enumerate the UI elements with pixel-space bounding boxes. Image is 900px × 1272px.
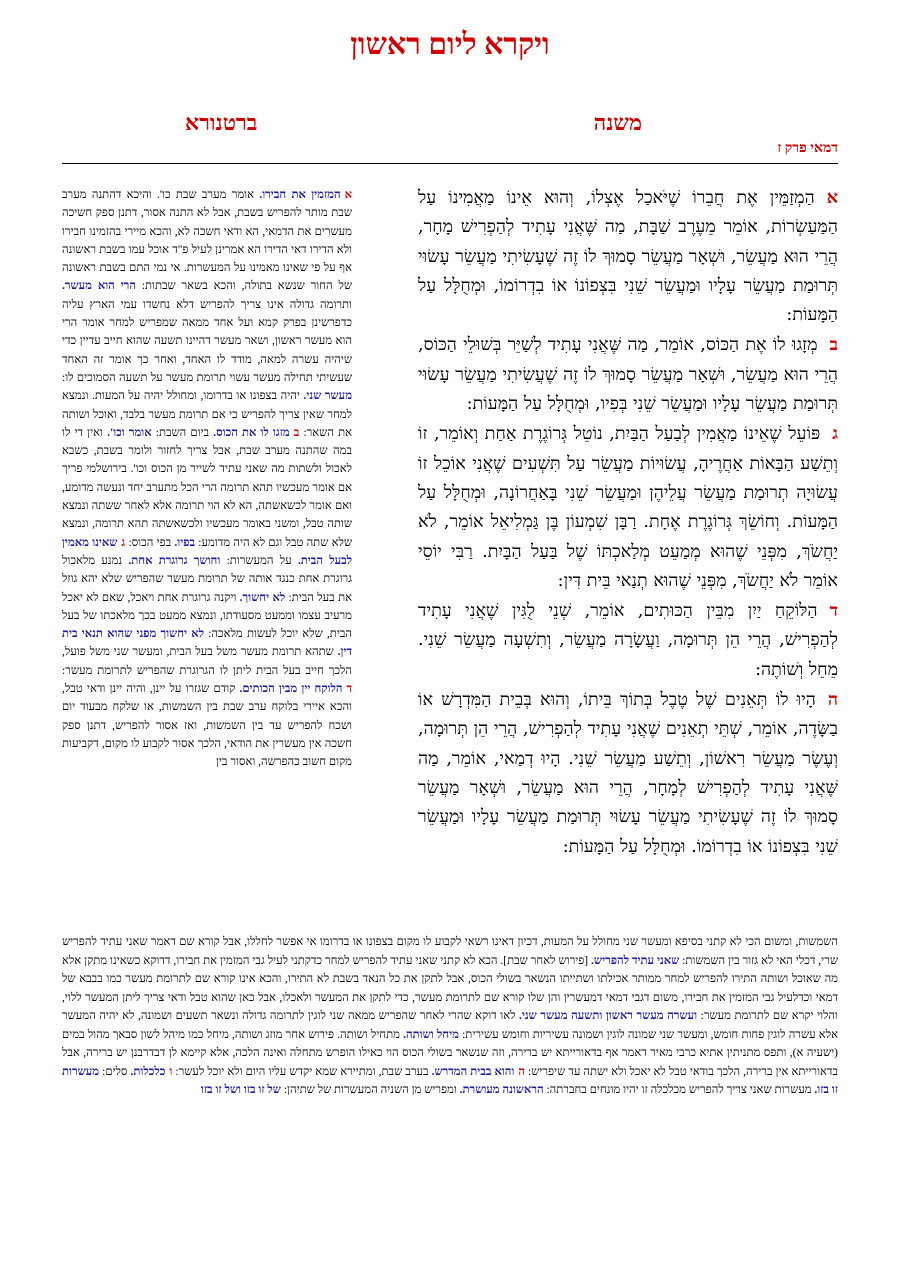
commentary-text: ויקנה גרוגרת אחת ויאכל, שאם לא יאכל מרעיב עצמו וממעט מסעודתו, ונמצא ממעט בכך מלאכתו של בעל הבית, שלא יוכל לעשות מלאכה: xyxy=(62,591,352,641)
dibur-hamatchil: מיחל ושותה. xyxy=(403,1028,459,1041)
dibur-hamatchil: של זו בזו ושל זו בזו xyxy=(200,1084,281,1096)
dibur-hamatchil: המזמין את חבירו. xyxy=(259,189,341,201)
mishna-paragraph xyxy=(418,419,838,596)
commentary-letter: ה xyxy=(518,1065,525,1078)
commentary-text: בערב שבת, ומתיירא שמא יקדש עליו היום ולא יוכל לעשר: xyxy=(172,1065,432,1078)
commentary-text: ביום השבת: xyxy=(151,426,214,439)
dibur-hamatchil: שאני עתיד להפריש. xyxy=(591,954,680,967)
mishna-text: הַמְזַמֵּין אֶת חֲבֵרוֹ שֶׁיֹּאכַל אֶצְלוֹ, וְהוּא אֵינוֹ מַאֲמִינוֹ עַל הַמַּעַשְׂרוֹת, אוֹמֵר מֵעֶרֶב שַׁבָּת, מַה שֶּׁאֲנִי עָתִיד לְהַפְרִישׁ מָחָר, הֲרֵי הוּא מַעֲשֵׂר, וּשְׁאָר מַעֲשֵׂר סָמוּךְ לוֹ זֶה שֶׁעָשִׂיתִי מַעֲשֵׂר עָשׂוּי תְּרוּמַת מַעֲשֵׂר עָלָיו וּמַעֲשֵׂר שֵׁנִי בִּצְפוֹנוֹ אוֹ בִדְרוֹמוֹ, וּמְחֻלָּל עַל הַמָּעוֹת: xyxy=(418,188,838,326)
commentary-segment xyxy=(172,1066,525,1078)
commentary-segment xyxy=(62,683,352,768)
bartenura-header: ברטנורא xyxy=(185,110,258,135)
mishna-text: פּוֹעֵל שֶׁאֵינוֹ מַאֲמִין לְבַעַל הַבַּיִת, נוֹטֵל גְּרוֹגֶרֶת אַחַת וְאוֹמֵר, זוֹ וְתֵשַׁע הַבָּאוֹת אַחֲרֶיהָ, עֲשׂוּיוֹת מַעֲשֵׂר עַל תִּשְׁעִים שֶׁאֲנִי אוֹכֵל זוֹ עֲשׂוּיָה תְרוּמַת מַעֲשֵׂר עֲלֵיהֶן וּמַעֲשֵׂר שֵׁנִי בָּאַחֲרוֹנָה, וּמְחֻלָּל עַל הַמָּעוֹת. וְחוֹשֵׂךְ גְּרוֹגֶרֶת אֶחָת. רַבָּן שִׁמְעוֹן בֶּן גַּמְלִיאֵל אוֹמֵר, לֹא יַחֲשֹׂךְ, מִפְּנֵי שֶׁהוּא מְמַעֵט מְלַאכְתּוֹ שֶׁל בַּעַל הַבָּיִת. רַבִּי יוֹסֵי אוֹמֵר לֹא יַחֲשֹׂךְ, מִפְּנֵי שֶׁהוּא תְנַאי בֵּית דִּין: xyxy=(418,424,838,591)
commentary-letter: ד xyxy=(346,683,352,696)
commentary-text: נמנע מלאכול גרוגרת אחת כנגד אותה של תרומת מעשר שהפריש שלא יהא גוזל את בעל הבית: xyxy=(62,554,352,604)
commentary-letter: ג xyxy=(121,536,126,549)
commentary-segment xyxy=(62,280,352,383)
commentary-letter: ו xyxy=(169,1065,173,1078)
mishna-letter: א xyxy=(826,187,838,208)
commentary-letter: ב xyxy=(293,426,300,439)
commentary-text: ואין די לו במה שהתנה מערב שבת, אבל צריך לחזור ולומר בשבת, כשבא לאכול ולשתות מה שאני עתיד לשייר מן הכוס וכו'. בירושלמי פריך אם אומר מעכשיו תהא תרומה הרי הכל מתערב יחד ונעשה מדומע, ואם אומר לכשאשתה, הא לא הוי תרומה אלא לאחר ששתה ונמצא שותה טבל, ומשני באומר מעכשיו ולכשאשתה תהא תרומה, ונמצא שלא שתה טבל וגם לא היה מדומע: xyxy=(62,426,352,549)
mishna-text: מְזָגוּ לוֹ אֶת הַכּוֹס, אוֹמֵר, מַה שֶּׁאֲנִי עָתִיד לְשַׁיֵּר בְּשׁוּלֵי הַכּוֹס, הֲרֵי הוּא מַעֲשֵׂר, וּשְׁאָר מַעֲשֵׂר סָמוּךְ לוֹ זֶה שֶׁעֲשִׂיתִי מַעֲשֵׂר עָשׂוּי תְּרוּמַת מַעֲשֵׂר עָלָיו וּמַעֲשֵׂר שֵׁנִי בְּפִיו, וּמְחֻלָּל עַל הַמָּעוֹת: xyxy=(418,335,838,415)
mishna-paragraph xyxy=(418,596,838,685)
dibur-hamatchil: לא יחשוך. xyxy=(239,591,286,604)
commentary-text: יהיה בצפונו או בדרומו, ומחולל יהיה על המעות. ונמצא למחר שאין צריך להפריש כי אם תרומת מעשר בלבד, ואוכל ושותה את השאר: xyxy=(62,390,352,439)
mishna-paragraph xyxy=(418,183,838,330)
chapter-label: דמאי פרק ז xyxy=(777,141,838,156)
commentary-text: סלים: xyxy=(99,1065,131,1078)
mishna-letter: ג xyxy=(832,423,838,445)
commentary-segment xyxy=(201,1084,281,1096)
commentary-text: מעשרות שאני צריך להפריש מכלכלה זו יהיו מונחים בחברתה: xyxy=(543,1084,815,1096)
dibur-hamatchil: הרי הוא מעשר. xyxy=(62,280,136,293)
bartenura-side-column xyxy=(62,186,352,772)
dibur-hamatchil: והוא בבית המדרש. xyxy=(431,1065,515,1078)
commentary-text: שתהא תרומת מעשר משל בעל הבית, ומעשר שני משל פועל, הלכך חייב בעל הבית ליתן לו הגרוגרת שהפריש לתרומת מעשר: xyxy=(62,646,352,677)
commentary-text: לאו דוקא שהרי לאחר שהפריש ממאה שני לוגין לתרומה גדולה ונשאר תשעים ושמונה, לא יהיה המעשר אלא עשרה לוגין פחות חומש, ומעשר שני שמונה לוגין ושמונה עשיריות וחומש עשירית: xyxy=(62,1010,838,1041)
commentary-segment xyxy=(281,1084,544,1096)
commentary-text: בפי הכוס: xyxy=(125,536,175,549)
page-title: ויקרא ליום ראשון xyxy=(350,28,550,61)
dibur-hamatchil: בפיו. xyxy=(174,536,196,549)
mishna-text: הָיוּ לוֹ תְּאֵנִים שֶׁל טֶבֶל בְּתוֹךְ בֵּיתוֹ, וְהוּא בְּבֵית הַמִּדְרָשׁ אוֹ בַשָּׂדֶה, אוֹמֵר, שְׁתֵּי תְאֵנִים שֶׁאֲנִי עָתִיד לְהַפְרִישׁ, הֲרֵי הֵן תְּרוּמָה, וְעֶשֶׂר מַעֲשֵׂר רִאשׁוֹן, וְתֵשַׁע מַעֲשֵׂר שֵׁנִי. הָיוּ דְמַאי, אוֹמֵר, מַה שֶּׁאֲנִי עָתִיד לְהַפְרִישׁ לְמָחָר, הֲרֵי הוּא מַעֲשֵׂר, וּשְׁאָר מַעֲשֵׂר סָמוּךְ לוֹ זֶה שֶׁעָשִׂיתִי מַעֲשֵׂר עָשׂוּי תְּרוּמַת מַעֲשֵׂר עָלָיו וּמַעֲשֵׂר שֵׁנִי בִּצְפוֹנוֹ אוֹ בִדְרוֹמוֹ. וּמְחֻלָּל עַל הַמָּעוֹת: xyxy=(418,690,838,857)
dibur-hamatchil: מזגו לו את הכוס. xyxy=(213,426,290,439)
commentary-text: קודם שגזרו על יינן, והיה יינן ודאי טבל, והכא איירי בלוקח ערב שבת בין השמשות, או שלקח מבעוד יום ושכח להפריש עד בין השמשות, ואז אסור להפריש, דתנן ספק חשכה אין מעשרין את הודאי, הלכך אסור לקבוע לו מקום, דקביעות מקום חשוב כהפרשה, ואסור בין xyxy=(62,683,352,769)
dibur-hamatchil: וחושך גרוגרת אחת. xyxy=(128,554,221,567)
dibur-hamatchil: הלוקח יין מבין הכותים. xyxy=(239,683,343,696)
dibur-hamatchil: אומר וכו'. xyxy=(107,426,152,439)
dibur-hamatchil: לא יחשוך מפני שהוא תנאי בית דין. xyxy=(62,628,352,659)
dibur-hamatchil: ועשרה מעשר ראשון ותשעה מעשר שני. xyxy=(519,1010,698,1022)
mishna-letter: ב xyxy=(829,334,838,356)
dibur-hamatchil: הראשונה מעושרת. xyxy=(459,1084,544,1096)
commentary-segment xyxy=(152,427,300,439)
dibur-hamatchil: מעשרות זו בזו. xyxy=(62,1065,838,1096)
bartenura-full-width xyxy=(62,933,838,1100)
dibur-hamatchil: כלכלות. xyxy=(130,1065,166,1078)
commentary-text: מתחיל ושותה. פירוש אחר מוזג ושותה, מיחל כמו מיהל לשון סבאך מהול במים (ישעיה א), ותפס מתניתין אתיא כרבי מאיר דאמר אף בדאורייתא יש ברירה, וזה שנשאר בשולי הכוס הוי כאילו הופרש מתחלה ואינה הלכה, אלא קיימא לן דבדרבנן יש ברירה, אבל בדאורייתא אין ברירה, הלכך בודאי טבל לא יאכל ולא ישתה עד שיפריש: xyxy=(62,1028,838,1078)
header-rule xyxy=(62,163,838,164)
commentary-text: אומר מערב שבת כו'. והיכא דהתנה מערב שבת מותר להפריש בשבת, אבל לא התנה אסור, דתנן ספק חשיכה מעשרים את הדמאי, הא ודאי חשכה לא, והכא מיירי בהזמינו חבירו ולא הדירו דאי הדירו הא אמרינן לעיל פ"ד אוכל עמו בשבת ראשונה אף על פי שאינו מאמינו על המעשרות. אי נמי התם בשבת ראשונה של החור שנשא בתולה, והכא בשאר שבתות: xyxy=(62,189,352,293)
dibur-hamatchil: שאינו מאמין לבעל הבית. xyxy=(62,536,353,567)
mishna-letter: ה xyxy=(827,689,838,711)
commentary-segment xyxy=(99,1066,172,1078)
commentary-letter: א xyxy=(344,189,352,201)
mishna-paragraph xyxy=(418,330,838,419)
mishna-paragraph xyxy=(418,685,838,862)
mishna-column xyxy=(418,183,838,862)
commentary-segment xyxy=(62,189,352,292)
dibur-hamatchil: מעשר שני. xyxy=(303,390,353,403)
commentary-text: [פירוש לאחר שבת]. הכא לא קתני שאני עתיד להפריש למחר כדקתני לעיל גבי המזמין את חבירו, דדוקא כשאינו מתקן אלא מה שאוכל ושותה התירו להפריש למחר ממותר אכילתו ושתייתו הנשאר בשולי הכוס, אבל לתקן את כל הנאד בשבת לא התירו, והכא אינו קורא שם לתרומת מעשר כמו בבבא של דמאי וכדלעיל גבי המזמין את חבירו, משום דגבי דמאי דמעשרין והן שלו קורא שם לתרומת מעשר, כדי לתקן את המעשר ולאכלו, אבל כאן שהוא טבל ודאי צריך ליתן המעשר ללוי, והלוי יקרא שם לתרומת מעשר: xyxy=(62,954,838,1022)
commentary-segment xyxy=(125,537,195,549)
commentary-text: ותרומה גדולה אינו צריך להפריש דלא נחשדו עמי הארץ עליה כדפרשינן בפרק קמא ועל אחד ממאה שמפריש למחר אומר הרי הוא מעשר ראשון, ושאר מעשר דהיינו תשעה שהוא חייב עדיין כדי שיהיה עשרה למאה, מודד לו האחד, ואחר כך אומר זה האחד שעשיתי תחילה מעשר עשוי תרומת מעשר על תשעה הסמוכים לו: xyxy=(62,298,352,384)
commentary-segment xyxy=(62,427,352,549)
commentary-text: השמשות, ומשום הכי לא קתני בסיפא ומעשר שני מחולל על המעות, דכיון דאינו רשאי לקבוע לו מקום בצפונו או בדרומו אי אפשר לחללו, אבל קורא שם דאמר שאני עתיד להפריש שרי, דכלי האי לא גזור בין השמשות: xyxy=(62,936,838,967)
mishna-header: משנה xyxy=(593,110,642,135)
mishna-text: הַלּוֹקֵחַ יַיִן מִבֵּין הַכּוּתִים, אוֹמֵר, שְׁנֵי לֻגִּין שֶׁאֲנִי עָתִיד לְהַפְרִישׁ, הֲרֵי הֵן תְּרוּמָה, וַעֲשָׂרָה מַעֲשֵׂר, וְתִשְׁעָה מַעֲשֵׂר שֵׁנִי. מֵחֵל וְשׁוֹתֶה: xyxy=(418,601,838,680)
commentary-text: על המעשרות: xyxy=(220,554,298,567)
mishna-letter: ד xyxy=(829,600,838,622)
commentary-text: ומפריש מן השניה המעשרות של שתיהן: xyxy=(280,1084,460,1096)
